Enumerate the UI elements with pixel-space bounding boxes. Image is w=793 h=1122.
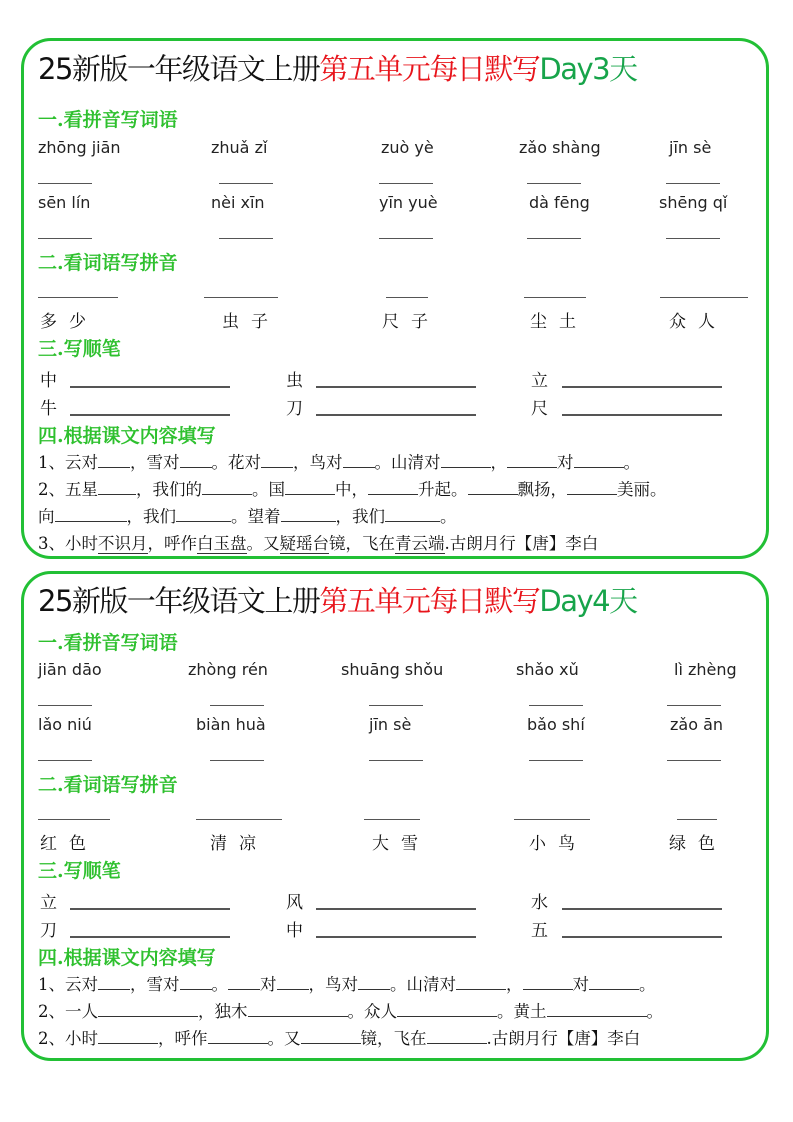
pinyin-prompt: dà fēng <box>529 193 590 212</box>
answer-blank[interactable] <box>379 238 433 239</box>
fill-text: 。 <box>440 507 457 526</box>
worksheet-card-day3 <box>21 38 769 559</box>
answer-blank[interactable] <box>210 760 264 761</box>
answer-blank[interactable] <box>364 819 420 820</box>
answer-blank[interactable] <box>38 705 92 706</box>
answer-blank[interactable] <box>98 451 130 468</box>
pinyin-prompt: zhōng jiān <box>38 138 121 157</box>
fill-text: 2、五星 <box>38 480 98 499</box>
fill-text: 。 <box>211 975 228 994</box>
answer-blank[interactable] <box>98 1000 198 1017</box>
fill-text: 2、小时 <box>38 1029 98 1048</box>
word-prompt: 清凉 <box>210 834 268 854</box>
pinyin-prompt: jiān dāo <box>38 660 102 679</box>
pinyin-prompt: shǎo xǔ <box>516 660 579 679</box>
answer-blank[interactable] <box>70 936 230 938</box>
answer-blank[interactable] <box>562 414 722 416</box>
answer-blank[interactable] <box>98 973 130 990</box>
underlined-text: 青云端 <box>395 534 445 553</box>
fill-text: 。黄土 <box>497 1002 547 1021</box>
fill-text: 。山清对 <box>390 975 456 994</box>
stroke-char: 水 <box>531 893 548 913</box>
fill-text: 向 <box>38 507 55 526</box>
pinyin-prompt: jīn sè <box>669 138 712 157</box>
answer-blank[interactable] <box>98 1027 158 1044</box>
pinyin-prompt: lǎo niú <box>38 715 92 734</box>
fill-text: 。 <box>639 975 656 994</box>
fill-line-4 <box>38 532 598 556</box>
word-prompt: 尘土 <box>530 312 588 332</box>
answer-blank[interactable] <box>176 505 231 522</box>
card-title <box>38 579 637 620</box>
answer-blank[interactable] <box>98 478 136 495</box>
fill-text: ，鸟对 <box>293 453 343 472</box>
stroke-char: 五 <box>531 921 548 941</box>
underlined-text: 疑瑶台 <box>279 534 329 553</box>
fill-text: 。又 <box>246 534 280 553</box>
answer-blank[interactable] <box>660 297 748 298</box>
fill-text: 。望着 <box>231 507 281 526</box>
pinyin-prompt: bǎo shí <box>527 715 585 734</box>
fill-text: ，雪对 <box>130 453 180 472</box>
title-day: Day3天 <box>539 52 637 86</box>
card-title <box>38 47 637 88</box>
fill-text: ，我们 <box>335 507 385 526</box>
pinyin-prompt: yīn yuè <box>379 193 438 212</box>
answer-blank[interactable] <box>574 451 624 468</box>
fill-line-3 <box>38 1027 640 1051</box>
fill-text: ， <box>490 453 507 472</box>
answer-blank[interactable] <box>219 183 273 184</box>
stroke-char: 中 <box>40 371 57 391</box>
stroke-order-row <box>38 366 758 392</box>
section-heading-words-to-pinyin: 二.看词语写拼音 <box>38 252 178 274</box>
fill-line-2 <box>38 1000 663 1024</box>
answer-blank[interactable] <box>562 908 722 910</box>
fill-text: 。又 <box>267 1029 301 1048</box>
fill-text: .古朗月行【唐】李白 <box>444 534 599 553</box>
answer-blank[interactable] <box>667 760 721 761</box>
stroke-char: 牛 <box>40 399 57 419</box>
title-grade: 25新版一年级语文上册 <box>38 52 320 86</box>
answer-blank[interactable] <box>70 414 230 416</box>
word-prompt: 红色 <box>40 834 98 854</box>
fill-text: ， <box>506 975 523 994</box>
worksheet-card-day4 <box>21 571 769 1061</box>
answer-blank[interactable] <box>248 1000 348 1017</box>
answer-blank[interactable] <box>524 297 586 298</box>
fill-text: .古朗月行【唐】李白 <box>486 1029 641 1048</box>
fill-text: 。 <box>646 1002 663 1021</box>
fill-text: ，鸟对 <box>308 975 358 994</box>
answer-blank[interactable] <box>677 819 717 820</box>
fill-text: ，独木 <box>198 1002 248 1021</box>
word-prompt: 绿色 <box>669 834 727 854</box>
pinyin-prompt: nèi xīn <box>211 193 265 212</box>
answer-blank[interactable] <box>379 183 433 184</box>
answer-blank[interactable] <box>38 297 118 298</box>
fill-text: ，雪对 <box>130 975 180 994</box>
pinyin-prompt: zhòng rén <box>188 660 268 679</box>
answer-blank[interactable] <box>567 478 617 495</box>
fill-text: 升起。 <box>418 480 468 499</box>
answer-blank[interactable] <box>547 1000 647 1017</box>
answer-blank[interactable] <box>456 973 506 990</box>
fill-text: 1、云对 <box>38 453 98 472</box>
word-prompt: 多少 <box>40 312 98 332</box>
answer-blank[interactable] <box>70 908 230 910</box>
pinyin-prompt: zuò yè <box>381 138 434 157</box>
answer-blank[interactable] <box>38 183 92 184</box>
stroke-char: 立 <box>531 371 548 391</box>
stroke-char: 刀 <box>286 399 303 419</box>
stroke-char: 尺 <box>531 399 548 419</box>
stroke-char: 刀 <box>40 921 57 941</box>
answer-blank[interactable] <box>589 973 639 990</box>
fill-text: ，呼作 <box>147 534 197 553</box>
section-heading-pinyin-to-words: 一.看拼音写词语 <box>38 109 178 131</box>
answer-blank[interactable] <box>38 238 92 239</box>
pinyin-prompt: zhuǎ zǐ <box>211 138 268 157</box>
fill-line-1 <box>38 451 640 475</box>
fill-text: 对 <box>572 975 589 994</box>
answer-blank[interactable] <box>527 238 581 239</box>
section-heading-fill-text: 四.根据课文内容填写 <box>38 425 216 447</box>
answer-blank[interactable] <box>343 451 375 468</box>
answer-blank[interactable] <box>281 505 336 522</box>
title-day: Day4天 <box>539 584 637 618</box>
fill-text: 1、云对 <box>38 975 98 994</box>
answer-blank[interactable] <box>385 505 440 522</box>
answer-blank[interactable] <box>666 238 720 239</box>
answer-blank[interactable] <box>204 297 278 298</box>
section-heading-stroke-order: 三.写顺笔 <box>38 860 121 882</box>
word-prompt: 众人 <box>669 312 727 332</box>
fill-text: 对 <box>260 975 277 994</box>
word-prompt: 虫子 <box>222 312 280 332</box>
answer-blank[interactable] <box>666 183 720 184</box>
answer-blank[interactable] <box>208 1027 268 1044</box>
answer-blank[interactable] <box>523 973 573 990</box>
answer-blank[interactable] <box>667 705 721 706</box>
answer-blank[interactable] <box>210 705 264 706</box>
fill-text: 。国 <box>252 480 285 499</box>
answer-blank[interactable] <box>358 973 390 990</box>
fill-text: 镜，飞在 <box>329 534 395 553</box>
stroke-char: 虫 <box>286 371 303 391</box>
stroke-order-row <box>38 916 758 942</box>
answer-blank[interactable] <box>397 1000 497 1017</box>
pinyin-prompt: jīn sè <box>369 715 412 734</box>
answer-blank[interactable] <box>219 238 273 239</box>
answer-blank[interactable] <box>301 1027 361 1044</box>
answer-blank[interactable] <box>38 760 92 761</box>
answer-blank[interactable] <box>386 297 428 298</box>
fill-text: ，呼作 <box>158 1029 208 1048</box>
word-prompt: 尺子 <box>382 312 440 332</box>
answer-blank[interactable] <box>180 451 212 468</box>
answer-blank[interactable] <box>261 451 293 468</box>
answer-blank[interactable] <box>180 973 212 990</box>
answer-blank[interactable] <box>316 386 476 388</box>
pinyin-prompt: shuāng shǒu <box>341 660 444 679</box>
answer-blank[interactable] <box>562 386 722 388</box>
stroke-order-row <box>38 888 758 914</box>
underlined-text: 白玉盘 <box>197 534 247 553</box>
fill-text: 3、小时 <box>38 534 98 553</box>
fill-text: 飘扬， <box>517 480 567 499</box>
section-heading-pinyin-to-words: 一.看拼音写词语 <box>38 632 178 654</box>
answer-blank[interactable] <box>527 183 581 184</box>
answer-blank[interactable] <box>529 760 583 761</box>
fill-text: 镜，飞在 <box>360 1029 427 1048</box>
fill-text: 2、一人 <box>38 1002 98 1021</box>
fill-text: 。山清对 <box>374 453 441 472</box>
fill-text: 中， <box>335 480 368 499</box>
answer-blank[interactable] <box>38 819 110 820</box>
stroke-char: 风 <box>286 893 303 913</box>
answer-blank[interactable] <box>55 505 127 522</box>
word-prompt: 小鸟 <box>529 834 587 854</box>
section-heading-words-to-pinyin: 二.看词语写拼音 <box>38 774 178 796</box>
fill-text: 。花对 <box>211 453 261 472</box>
fill-text: 。众人 <box>347 1002 397 1021</box>
answer-blank[interactable] <box>369 760 423 761</box>
fill-line-3 <box>38 505 457 529</box>
fill-text: ，我们的 <box>136 480 202 499</box>
answer-blank[interactable] <box>441 451 491 468</box>
answer-blank[interactable] <box>468 478 518 495</box>
pinyin-prompt: zǎo ān <box>670 715 724 734</box>
answer-blank[interactable] <box>427 1027 487 1044</box>
stroke-char: 立 <box>40 893 57 913</box>
section-heading-stroke-order: 三.写顺笔 <box>38 338 121 360</box>
answer-blank[interactable] <box>316 908 476 910</box>
pinyin-prompt: shēng qǐ <box>659 193 728 212</box>
fill-text: 美丽。 <box>617 480 667 499</box>
word-prompt: 大雪 <box>372 834 430 854</box>
underlined-text: 不识月 <box>98 534 148 553</box>
answer-blank[interactable] <box>196 819 282 820</box>
pinyin-prompt: sēn lín <box>38 193 91 212</box>
fill-text: 对 <box>557 453 574 472</box>
section-heading-fill-text: 四.根据课文内容填写 <box>38 947 216 969</box>
answer-blank[interactable] <box>316 936 476 938</box>
title-unit: 第五单元每日默写 <box>319 584 540 618</box>
stroke-order-row <box>38 394 758 420</box>
answer-blank[interactable] <box>277 973 309 990</box>
answer-blank[interactable] <box>514 819 590 820</box>
answer-blank[interactable] <box>529 705 583 706</box>
pinyin-prompt: biàn huà <box>196 715 266 734</box>
answer-blank[interactable] <box>228 973 260 990</box>
fill-text: ，我们 <box>126 507 176 526</box>
answer-blank[interactable] <box>202 478 252 495</box>
answer-blank[interactable] <box>316 414 476 416</box>
answer-blank[interactable] <box>70 386 230 388</box>
fill-line-2 <box>38 478 667 502</box>
title-unit: 第五单元每日默写 <box>319 52 540 86</box>
stroke-char: 中 <box>286 921 303 941</box>
pinyin-prompt: zǎo shàng <box>519 138 601 157</box>
answer-blank[interactable] <box>562 936 722 938</box>
answer-blank[interactable] <box>507 451 557 468</box>
answer-blank[interactable] <box>285 478 335 495</box>
fill-text: 。 <box>623 453 640 472</box>
answer-blank[interactable] <box>368 478 418 495</box>
title-grade: 25新版一年级语文上册 <box>38 584 320 618</box>
fill-line-1 <box>38 973 656 997</box>
pinyin-prompt: lì zhèng <box>674 660 737 679</box>
answer-blank[interactable] <box>369 705 423 706</box>
